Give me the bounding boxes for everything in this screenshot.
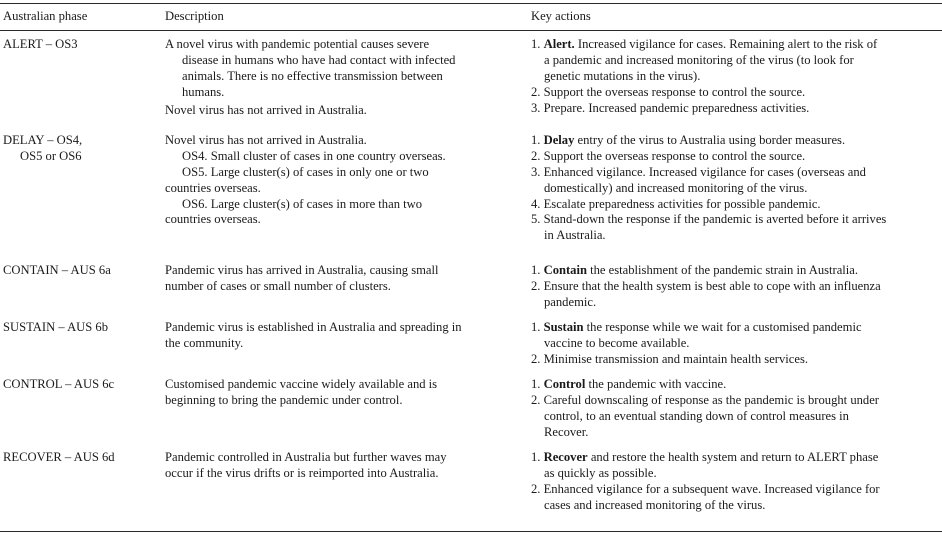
- description-line: beginning to bring the pandemic under control.: [165, 392, 403, 407]
- action-text: Careful downscaling of response as the pandemic is brought under: [543, 392, 879, 407]
- action-text: in Australia.: [544, 228, 606, 243]
- action-text: domestically) and increased monitoring of the virus.: [544, 180, 808, 195]
- phase-line: RECOVER – AUS 6d: [3, 450, 115, 464]
- action-keyword: Alert.: [543, 37, 575, 51]
- action-number: 3.: [531, 164, 544, 179]
- phase-line: ALERT – OS3: [3, 37, 78, 51]
- row-description: [165, 320, 462, 352]
- description-line: countries overseas.: [165, 212, 261, 227]
- description-line: occur if the virus drifts or is reimported into Australia.: [165, 465, 439, 480]
- row-phase: [3, 377, 114, 393]
- action-text: pandemic.: [544, 294, 597, 309]
- action-line: [531, 69, 877, 85]
- action-line: [531, 133, 886, 149]
- row-description: [165, 377, 437, 409]
- row-phase: [3, 320, 108, 336]
- description-line: OS5. Large cluster(s) of cases in only one or two: [182, 164, 429, 179]
- description-line: Pandemic controlled in Australia but further waves may: [165, 450, 447, 464]
- row-key-actions: [531, 377, 879, 441]
- action-keyword: Sustain: [543, 320, 584, 334]
- action-text: Recover.: [544, 424, 589, 439]
- action-keyword: Delay: [543, 133, 575, 147]
- action-text: cases and increased monitoring of the virus.: [544, 497, 766, 512]
- action-text: the pandemic with vaccine.: [588, 377, 727, 391]
- action-line: [531, 409, 879, 425]
- action-number: 2.: [531, 392, 544, 407]
- description-line: animals. There is no effective transmission between: [182, 68, 443, 83]
- action-text: Ensure that the health system is best able to cope with an influenza: [543, 278, 881, 293]
- description-line: OS6. Large cluster(s) of cases in more than two: [182, 196, 423, 211]
- action-text: the response while we wait for a customised pandemic: [586, 320, 862, 334]
- action-text: the establishment of the pandemic strain in Australia.: [590, 263, 859, 277]
- header-phase: Australian phase: [3, 9, 88, 23]
- action-line: [531, 450, 880, 466]
- row-description: [165, 37, 455, 118]
- action-number: 1.: [531, 450, 544, 464]
- action-line: [531, 279, 881, 295]
- action-number: 2.: [531, 84, 544, 99]
- action-text: and restore the health system and return to ALERT phase: [590, 450, 879, 464]
- action-number: 4.: [531, 196, 544, 211]
- action-number: 1.: [531, 37, 544, 51]
- row-phase: [3, 37, 78, 53]
- description-line: A novel virus with pandemic potential causes severe: [165, 37, 430, 51]
- description-line: Pandemic virus has arrived in Australia, causing small: [165, 263, 439, 277]
- action-line: [531, 263, 881, 279]
- action-line: [531, 377, 879, 393]
- action-text: Enhanced vigilance for a subsequent wave. Increased vigilance for: [543, 481, 880, 496]
- action-text: a pandemic and increased monitoring of the virus (to look for: [544, 52, 854, 67]
- description-line: Customised pandemic vaccine widely available and is: [165, 377, 438, 391]
- action-keyword: Contain: [543, 263, 587, 277]
- description-line: OS4. Small cluster of cases in one country overseas.: [182, 148, 446, 163]
- action-line: [531, 393, 879, 409]
- row-description: [165, 263, 439, 295]
- action-line: [531, 336, 862, 352]
- phase-line: SUSTAIN – AUS 6b: [3, 320, 109, 334]
- action-line: [531, 53, 877, 69]
- action-line: [531, 197, 886, 213]
- row-description: [165, 133, 446, 228]
- action-text: Prepare. Increased pandemic preparedness activities.: [543, 100, 810, 115]
- action-text: as quickly as possible.: [544, 465, 657, 480]
- action-text: Support the overseas response to control the source.: [543, 148, 806, 163]
- action-line: [531, 149, 886, 165]
- row-key-actions: [531, 133, 886, 244]
- action-text: Enhanced vigilance. Increased vigilance for cases (overseas and: [543, 164, 866, 179]
- header-key-actions: Key actions: [531, 9, 591, 23]
- header-description: Description: [165, 9, 224, 23]
- phase-line: OS5 or OS6: [20, 148, 82, 163]
- description-line: countries overseas.: [165, 180, 261, 195]
- row-phase: [3, 450, 115, 466]
- table-top-rule: [0, 3, 942, 4]
- action-number: 2.: [531, 278, 544, 293]
- description-line: humans.: [182, 84, 225, 99]
- table-bottom-rule: [0, 531, 942, 532]
- description-line: the community.: [165, 335, 244, 350]
- action-line: [531, 181, 886, 197]
- action-keyword: Control: [543, 377, 586, 391]
- action-line: [531, 498, 880, 514]
- description-line: Novel virus has not arrived in Australia.: [165, 102, 367, 117]
- description-line: Novel virus has not arrived in Australia.: [165, 133, 367, 147]
- action-text: vaccine to become available.: [544, 335, 690, 350]
- action-number: 2.: [531, 148, 544, 163]
- action-text: Support the overseas response to control the source.: [543, 84, 806, 99]
- row-key-actions: [531, 450, 880, 514]
- action-number: 1.: [531, 133, 544, 147]
- row-key-actions: [531, 37, 877, 116]
- action-text: Stand-down the response if the pandemic is averted before it arrives: [543, 212, 887, 227]
- action-line: [531, 165, 886, 181]
- action-line: [531, 101, 877, 117]
- header-rule: [0, 30, 942, 31]
- row-key-actions: [531, 263, 881, 311]
- action-line: [531, 320, 862, 336]
- phase-line: CONTAIN – AUS 6a: [3, 263, 111, 277]
- description-line: Pandemic virus is established in Australia and spreading in: [165, 320, 462, 334]
- phase-line: DELAY – OS4,: [3, 133, 83, 147]
- action-line: [531, 85, 877, 101]
- action-text: entry of the virus to Australia using border measures.: [577, 133, 846, 147]
- action-text: Increased vigilance for cases. Remaining alert to the risk of: [577, 37, 878, 51]
- description-line: number of cases or small number of clusters.: [165, 278, 391, 293]
- action-line: [531, 212, 886, 228]
- row-phase: [3, 263, 111, 279]
- action-text: genetic mutations in the virus).: [544, 68, 701, 83]
- action-text: Minimise transmission and maintain health services.: [543, 351, 809, 366]
- row-key-actions: [531, 320, 862, 368]
- action-line: [531, 352, 862, 368]
- action-line: [531, 295, 881, 311]
- action-text: Escalate preparedness activities for possible pandemic.: [543, 196, 821, 211]
- action-text: control, to an eventual standing down of control measures in: [544, 408, 849, 423]
- row-phase: [3, 133, 82, 165]
- action-number: 1.: [531, 320, 544, 334]
- action-keyword: Recover: [543, 450, 588, 464]
- phase-line: CONTROL – AUS 6c: [3, 377, 115, 391]
- action-number: 3.: [531, 100, 544, 115]
- action-line: [531, 466, 880, 482]
- action-number: 2.: [531, 481, 544, 496]
- action-line: [531, 482, 880, 498]
- action-number: 5.: [531, 212, 544, 227]
- action-number: 2.: [531, 351, 544, 366]
- row-description: [165, 450, 447, 482]
- action-number: 1.: [531, 263, 544, 277]
- action-number: 1.: [531, 377, 544, 391]
- action-line: [531, 37, 877, 53]
- action-line: [531, 425, 879, 441]
- description-line: disease in humans who have had contact with infected: [182, 52, 456, 67]
- action-line: [531, 228, 886, 244]
